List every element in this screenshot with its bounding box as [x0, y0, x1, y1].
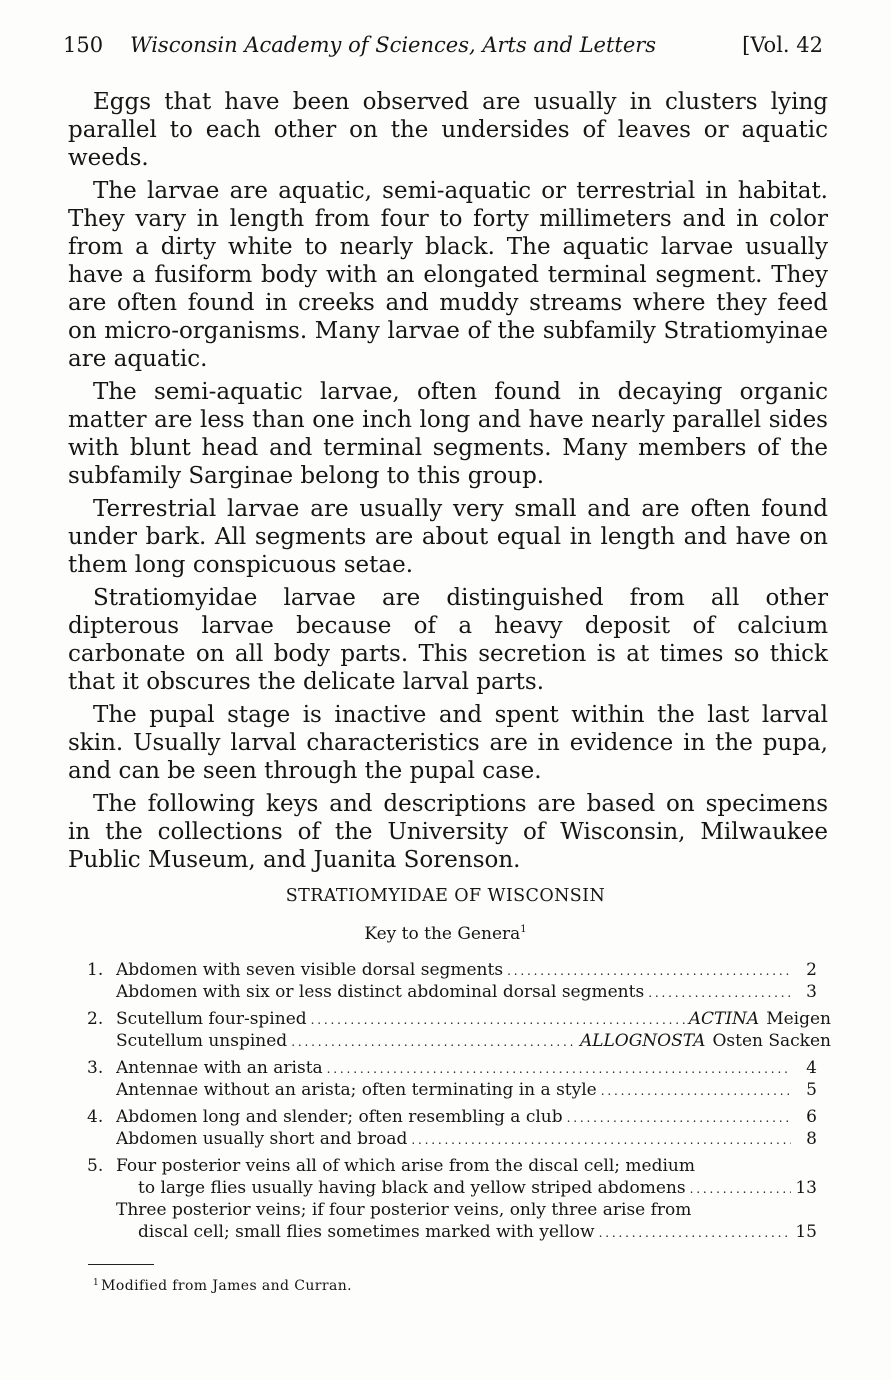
- key-line-text: Scutellum four-spined: [116, 1009, 307, 1029]
- key-line: [87, 1106, 831, 1128]
- key-line: [87, 1221, 831, 1243]
- body-text: [68, 88, 828, 879]
- lead-number: 8: [806, 1129, 817, 1149]
- journal-title: Wisconsin Academy of Sciences, Arts and Letters: [130, 33, 657, 57]
- key-couplet-1: [87, 959, 831, 1003]
- paragraph-terrestrial: Terrestrial larvae are usually very small and are often found under bark. All segments are about equal in length and have on them long conspicuous setae.: [68, 496, 828, 578]
- leader-dots: [567, 1106, 791, 1129]
- couplet-number: 1.: [87, 960, 104, 980]
- paragraph-eggs: Eggs that have been observed are usually in clusters lying parallel to each other on the undersides of leaves or aquatic weeds.: [68, 89, 828, 171]
- key-line: [87, 1079, 831, 1101]
- couplet-number: 2.: [87, 1009, 104, 1029]
- genus-author: Meigen: [766, 1009, 831, 1029]
- couplet-number: 3.: [87, 1058, 104, 1078]
- key-line-text: Three posterior veins; if four posterior veins, only three arise from: [116, 1200, 692, 1220]
- couplet-number: 5.: [87, 1156, 104, 1176]
- leader-dots: [507, 959, 791, 982]
- paragraph-larvae-habitat: The larvae are aquatic, semi-aquatic or terrestrial in habitat. They vary in length from four to forty millimeters and in color from a dirty white to nearly black. The aquatic larvae usually have a fusiform body with an elongated terminal segment. They are often found in creeks and muddy streams where they feed on micro-organisms. Many larvae of the subfamily Stratiomyinae are aquatic.: [68, 178, 828, 372]
- lead-number: 5: [806, 1080, 817, 1100]
- paragraph-calcium: Stratiomyidae larvae are distinguished from all other dipterous larvae because of a heavy deposit of calcium carbonate on all body parts. This secretion is at times so thick that it obscures the delicate larval parts.: [68, 585, 828, 695]
- key-line-text: Abdomen usually short and broad: [116, 1129, 408, 1149]
- lead-number: 13: [795, 1178, 817, 1198]
- couplet-number: 4.: [87, 1107, 104, 1127]
- key-line-text: to large flies usually having black and yellow striped abdomens: [138, 1178, 686, 1198]
- lead-number: 4: [806, 1058, 817, 1078]
- key-line-text: Antennae without an arista; often terminating in a style: [116, 1080, 597, 1100]
- leader-dots: [690, 1177, 791, 1200]
- key-couplet-3: [87, 1057, 831, 1101]
- key-line: [87, 1008, 831, 1030]
- lead-number: 6: [806, 1107, 817, 1127]
- paragraph-semi-aquatic: The semi-aquatic larvae, often found in decaying organic matter are less than one inch long and have nearly parallel sides with blunt head and terminal segments. Many members of the subfamily Sarginae belong to this group.: [68, 379, 828, 489]
- key-line: [87, 959, 831, 981]
- lead-number: 3: [806, 982, 817, 1002]
- footnote-rule: [88, 1264, 154, 1265]
- key-line: [87, 1128, 831, 1150]
- footnote-mark: 1: [520, 924, 527, 935]
- genus-name: ALLOGNOSTA: [579, 1031, 706, 1051]
- key-title: [0, 922, 891, 946]
- key-line-text: Abdomen with seven visible dorsal segments: [116, 960, 504, 980]
- key-line: [87, 1030, 831, 1052]
- paragraph-pupal: The pupal stage is inactive and spent within the last larval skin. Usually larval characteristics are in evidence in the pupa, and can be seen through the pupal case.: [68, 702, 828, 784]
- leader-dots: [648, 981, 791, 1004]
- key-couplet-5: [87, 1155, 831, 1243]
- genus-author: Osten Sacken: [712, 1031, 831, 1051]
- lead-number: 15: [795, 1222, 817, 1242]
- key-line: [87, 1155, 831, 1177]
- leader-dots: [601, 1079, 791, 1102]
- key-line-text: Scutellum unspined: [116, 1031, 288, 1051]
- paragraph-specimens: The following keys and descriptions are based on specimens in the collections of the University of Wisconsin, Milwaukee Public Museum, and Juanita Sorenson.: [68, 791, 828, 873]
- section-title: STRATIOMYIDAE OF WISCONSIN: [285, 886, 606, 906]
- volume-label: [Vol. 42: [742, 33, 823, 57]
- key-line: [87, 1177, 831, 1199]
- leader-dots: [291, 1030, 576, 1053]
- key-couplet-2: [87, 1008, 831, 1052]
- footnote-number: 1: [93, 1278, 100, 1288]
- key-line-text: discal cell; small flies sometimes marked with yellow: [138, 1222, 595, 1242]
- genera-key: [87, 959, 831, 1248]
- key-line-text: Antennae with an arista: [116, 1058, 323, 1078]
- footnote-text: Modified from James and Curran.: [101, 1278, 352, 1294]
- page-number: 150: [63, 33, 104, 57]
- key-line: [87, 1199, 831, 1221]
- leader-dots: [599, 1221, 791, 1244]
- leader-dots: [311, 1008, 685, 1031]
- footnote: [93, 1273, 352, 1296]
- key-line: [87, 1057, 831, 1079]
- leader-dots: [327, 1057, 791, 1080]
- key-line-text: Four posterior veins all of which arise from the discal cell; medium: [116, 1156, 695, 1176]
- key-line: [87, 981, 831, 1003]
- key-line-text: Abdomen with six or less distinct abdominal dorsal segments: [116, 982, 645, 1002]
- key-title-text: Key to the Genera: [364, 924, 521, 944]
- lead-number: 2: [806, 960, 817, 980]
- genus-name: ACTINA: [688, 1009, 760, 1029]
- key-line-text: Abdomen long and slender; often resembling a club: [116, 1107, 563, 1127]
- key-couplet-4: [87, 1106, 831, 1150]
- leader-dots: [411, 1128, 791, 1151]
